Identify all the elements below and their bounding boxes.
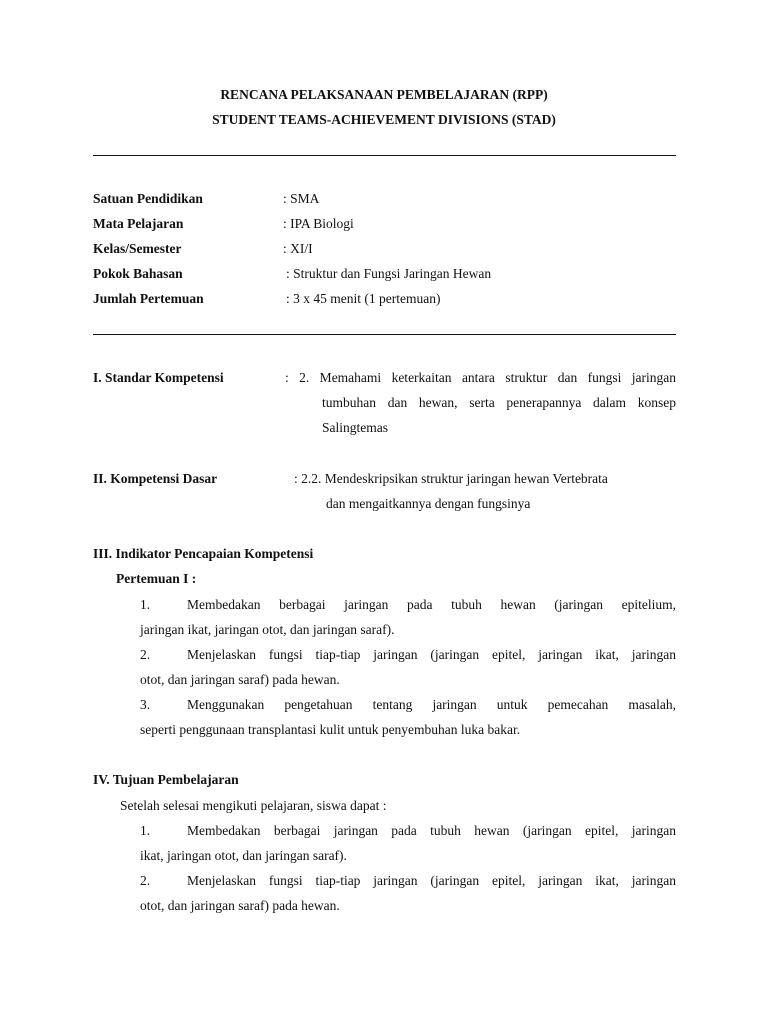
list-item-line: Menjelaskan fungsi tiap-tiap jaringan (jaringan epitel, jaringan ikat, jaringan bbox=[187, 647, 676, 662]
list-item-number: 1. bbox=[140, 597, 151, 612]
identity-value: : XI/I bbox=[283, 241, 313, 256]
identity-label: Satuan Pendidikan bbox=[93, 191, 203, 206]
list-item-line: Menjelaskan fungsi tiap-tiap jaringan (jaringan epitel, jaringan ikat, jaringan bbox=[187, 873, 676, 888]
identity-label: Mata Pelajaran bbox=[93, 216, 184, 231]
list-item-number: 1. bbox=[140, 823, 151, 838]
section-heading-tujuan: IV. Tujuan Pembelajaran bbox=[93, 772, 239, 787]
identity-label: Jumlah Pertemuan bbox=[93, 291, 204, 306]
list-item-line: seperti penggunaan transplantasi kulit untuk penyembuhan luka bakar. bbox=[140, 722, 521, 737]
section-heading-kompetensi-dasar: II. Kompetensi Dasar bbox=[93, 471, 218, 486]
kompetensi-dasar-line-1: : 2.2. Mendeskripsikan struktur jaringan hewan Vertebrata bbox=[294, 471, 608, 486]
title-line-2: STUDENT TEAMS-ACHIEVEMENT DIVISIONS (STAD) bbox=[212, 112, 556, 127]
list-item-line: otot, dan jaringan saraf) pada hewan. bbox=[140, 672, 340, 687]
section-heading-standar: I. Standar Kompetensi bbox=[93, 370, 224, 385]
list-item-line: Membedakan berbagai jaringan pada tubuh hewan (jaringan epitel, jaringan bbox=[187, 823, 676, 838]
title-line-1: RENCANA PELAKSANAAN PEMBELAJARAN (RPP) bbox=[220, 87, 548, 102]
list-item-number: 2. bbox=[140, 873, 151, 888]
standar-line-2: tumbuhan dan hewan, serta penerapannya dalam konsep bbox=[322, 395, 676, 410]
list-item-line: ikat, jaringan otot, dan jaringan saraf). bbox=[140, 848, 347, 863]
kompetensi-dasar-line-2: dan mengaitkannya dengan fungsinya bbox=[326, 496, 531, 511]
standar-line-1: : 2. Memahami keterkaitan antara struktur dan fungsi jaringan bbox=[285, 370, 676, 385]
identity-value: : IPA Biologi bbox=[283, 216, 354, 231]
section-heading-indikator: III. Indikator Pencapaian Kompetensi bbox=[93, 546, 314, 561]
list-item-line: otot, dan jaringan saraf) pada hewan. bbox=[140, 898, 340, 913]
list-item-line: Menggunakan pengetahuan tentang jaringan untuk pemecahan masalah, bbox=[187, 697, 676, 712]
list-item-number: 2. bbox=[140, 647, 151, 662]
identity-value: : Struktur dan Fungsi Jaringan Hewan bbox=[286, 266, 492, 281]
identity-label: Pokok Bahasan bbox=[93, 266, 183, 281]
identity-value: : SMA bbox=[283, 191, 320, 206]
standar-line-3: Salingtemas bbox=[322, 420, 388, 435]
list-item-line: jaringan ikat, jaringan otot, dan jaringan saraf). bbox=[140, 622, 395, 637]
tujuan-intro: Setelah selesai mengikuti pelajaran, siswa dapat : bbox=[120, 798, 387, 813]
identity-value: : 3 x 45 menit (1 pertemuan) bbox=[286, 291, 441, 306]
list-item-line: Membedakan berbagai jaringan pada tubuh hewan (jaringan epitelium, bbox=[187, 597, 676, 612]
list-item-number: 3. bbox=[140, 697, 151, 712]
divider-bottom bbox=[93, 334, 676, 335]
identity-label: Kelas/Semester bbox=[93, 241, 182, 256]
indikator-subheading: Pertemuan I : bbox=[116, 571, 197, 586]
divider-top bbox=[93, 155, 676, 156]
